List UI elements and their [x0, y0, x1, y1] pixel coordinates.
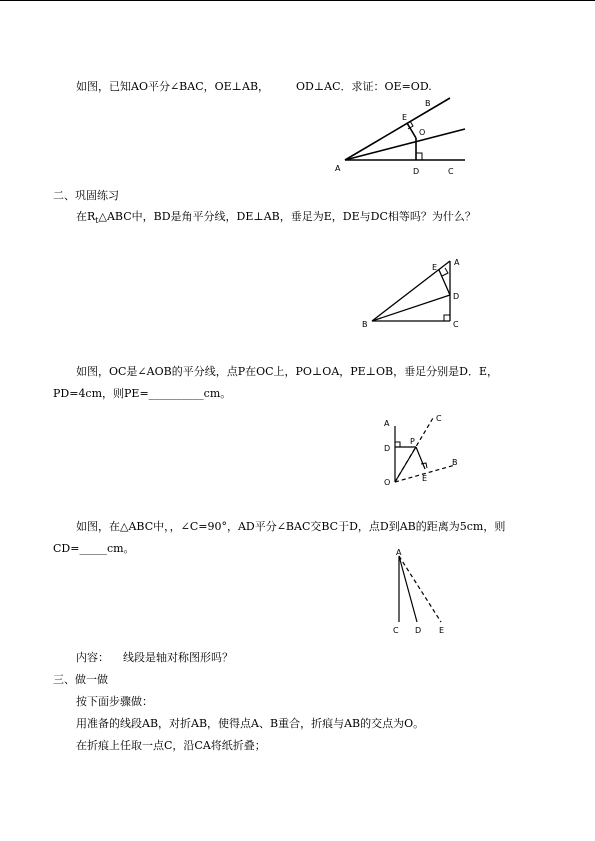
- figure-1-angle-bisector: [330, 92, 480, 178]
- label-c: C: [436, 414, 442, 423]
- right-angle-mark-d: [416, 153, 422, 160]
- question-2-line-1: 如图，OC是∠AOB的平分线，点P在OC上，PO⊥OA，PE⊥OB，垂足分别是D．E，: [76, 365, 498, 378]
- label-o: O: [384, 478, 391, 487]
- label-b: B: [425, 99, 431, 108]
- ray-ab: [345, 98, 450, 160]
- segment-ae: [399, 556, 441, 622]
- segment-op: [395, 447, 416, 482]
- label-d: D: [413, 167, 420, 176]
- question-3-line-1: 如图，在△ABC中，，∠C=90°，AD平分∠BAC交BC于D，点D到AB的距离为5cm，则: [76, 520, 506, 533]
- segment-oe: [407, 123, 416, 138]
- question-1-rest: △ABC中，BD是角平分线，DE⊥AB，垂足为E，DE与DC相等吗？为什么？: [98, 210, 476, 223]
- ray-ao: [345, 129, 465, 160]
- step-1: 用准备的线段AB，对折AB，使得点A、B重合，折痕与AB的交点为O。: [76, 717, 425, 730]
- label-a: A: [454, 258, 460, 267]
- question-1: [76, 210, 476, 228]
- label-a: A: [335, 164, 341, 173]
- label-d: D: [384, 444, 391, 453]
- label-p: P: [410, 437, 415, 446]
- label-e: E: [439, 626, 445, 635]
- label-c: C: [448, 167, 454, 176]
- problem-1-text-b: OD⊥AC．求证：OE=OD.: [296, 80, 432, 93]
- segment-de: [439, 270, 450, 295]
- label-d: D: [415, 626, 422, 635]
- label-e: E: [432, 263, 438, 272]
- question-2-line-2: PD=4cm，则PE=__________cm。: [53, 387, 232, 400]
- label-d: D: [453, 292, 460, 301]
- label-a: A: [396, 548, 402, 557]
- step-intro: 按下面步骤做：: [76, 695, 153, 708]
- label-e: E: [422, 474, 428, 483]
- section-3-heading: 三、做一做: [53, 673, 108, 686]
- section-2-heading: 二、巩固练习: [53, 189, 119, 202]
- content-label: 内容：: [76, 651, 109, 664]
- label-b: B: [452, 458, 458, 467]
- right-angle-mark-c: [444, 315, 450, 321]
- question-1-start: 在R: [76, 210, 96, 223]
- bisector-bd: [372, 295, 450, 321]
- step-2: 在折痕上任取一点C，沿CA将纸折叠；: [76, 739, 266, 752]
- right-angle-mark-e: [442, 268, 448, 276]
- right-angle-mark-d: [395, 442, 400, 447]
- figure-3-angle-bisector: [375, 410, 465, 495]
- segment-pe: [416, 447, 425, 469]
- label-c: C: [393, 626, 399, 635]
- question-3-line-2: CD=_____cm。: [53, 542, 135, 555]
- problem-1-text-a: 如图，已知AO平分∠BAC，OE⊥AB，: [76, 80, 270, 93]
- figure-2-right-triangle: [360, 255, 470, 335]
- label-a: A: [384, 419, 390, 428]
- label-b: B: [362, 320, 368, 329]
- segment-ad: [399, 556, 417, 622]
- side-ab: [372, 261, 450, 321]
- label-o: O: [419, 128, 426, 137]
- label-c: C: [453, 320, 459, 329]
- label-e: E: [402, 113, 408, 122]
- page-top-border: [0, 0, 595, 1]
- question-1-subscript: t: [95, 216, 99, 226]
- content-text: 线段是轴对称图形吗？: [123, 651, 233, 664]
- figure-4-triangle: [385, 548, 455, 638]
